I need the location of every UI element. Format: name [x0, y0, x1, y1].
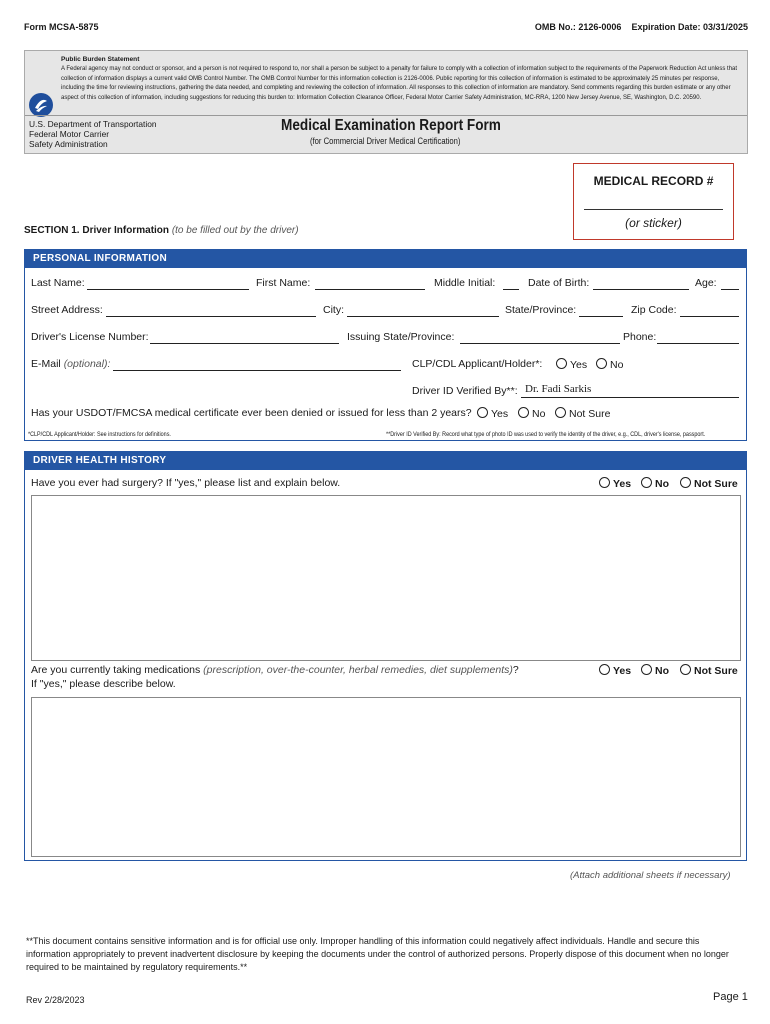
radio-icon[interactable]: [680, 664, 691, 675]
form-number: Form MCSA-5875: [24, 22, 99, 32]
medications-question: Are you currently taking medications (prescription, over-the-counter, herbal remedies, diet supplements)?: [31, 664, 519, 676]
age-label: Age:: [695, 277, 717, 289]
id-verified-value[interactable]: Dr. Fadi Sarkis: [525, 383, 592, 395]
surgery-yes-option[interactable]: Yes: [599, 477, 631, 490]
middle-initial-label: Middle Initial:: [434, 277, 496, 289]
street-field[interactable]: [106, 316, 316, 317]
personal-info-panel: [24, 249, 747, 441]
radio-icon[interactable]: [641, 477, 652, 488]
city-field[interactable]: [347, 316, 499, 317]
radio-icon[interactable]: [680, 477, 691, 488]
radio-icon[interactable]: [599, 664, 610, 675]
page-number: Page 1: [713, 991, 748, 1003]
id-verified-field[interactable]: [521, 397, 739, 398]
health-history-panel: [24, 451, 747, 861]
issuing-state-label: Issuing State/Province:: [347, 331, 455, 343]
agency-name: U.S. Department of Transportation Federal Motor Carrier Safety Administration: [29, 119, 157, 149]
dob-field[interactable]: [593, 289, 689, 290]
email-label: E-Mail (optional):: [31, 358, 111, 370]
health-history-title: DRIVER HEALTH HISTORY: [25, 452, 746, 470]
phone-field[interactable]: [657, 343, 739, 344]
surgery-not-sure-option[interactable]: Not Sure: [680, 477, 738, 490]
license-label: Driver's License Number:: [31, 331, 149, 343]
radio-icon[interactable]: [555, 407, 566, 418]
sensitive-notice: **This document contains sensitive information and is for official use only. Improper handling of this information could negatively affect individuals. Handle and secure this information appropriately to prevent inadvertent disclosure by keeping the documents under the control of authorized persons. Properly dispose of this document when no longer required to be maintained by regulatory requirements.**: [26, 936, 729, 972]
section1-label: SECTION 1. Driver Information: [24, 225, 170, 236]
radio-icon[interactable]: [518, 407, 529, 418]
phone-label: Phone:: [623, 331, 657, 343]
state-field[interactable]: [579, 316, 623, 317]
medications-yes-option[interactable]: Yes: [599, 664, 631, 677]
dot-logo-icon: [29, 93, 53, 117]
last-name-field[interactable]: [87, 289, 249, 290]
issuing-state-field[interactable]: [460, 343, 620, 344]
zip-field[interactable]: [680, 316, 739, 317]
expiration-date: Expiration Date: 03/31/2025: [631, 22, 748, 32]
radio-icon[interactable]: [641, 664, 652, 675]
burden-title: Public Burden Statement: [61, 56, 140, 63]
radio-icon[interactable]: [556, 358, 567, 369]
zip-label: Zip Code:: [631, 304, 677, 316]
license-field[interactable]: [150, 343, 339, 344]
revision-date: Rev 2/28/2023: [26, 995, 85, 1005]
sticker-note: (or sticker): [625, 216, 682, 230]
cert-yes-option[interactable]: Yes: [477, 407, 508, 420]
surgery-details-field[interactable]: [31, 495, 741, 661]
cert-not-sure-option[interactable]: Not Sure: [555, 407, 610, 420]
clp-cdl-no-option[interactable]: No: [596, 358, 623, 371]
last-name-label: Last Name:: [31, 277, 85, 289]
clp-cdl-label: CLP/CDL Applicant/Holder*:: [412, 358, 543, 370]
id-footnote: **Driver ID Verified By: Record what type of photo ID was used to verify the identity of the driver, e.g., CDL, driver's license, passport.: [386, 431, 706, 438]
omb-number: OMB No.: 2126-0006: [534, 22, 622, 32]
clp-footnote: *CLP/CDL Applicant/Holder: See instructions for definitions.: [28, 431, 171, 438]
medications-not-sure-option[interactable]: Not Sure: [680, 664, 738, 677]
medical-record-title: MEDICAL RECORD #: [593, 174, 714, 188]
form-subtitle: (for Commercial Driver Medical Certification): [310, 136, 461, 146]
clp-cdl-yes-option[interactable]: Yes: [556, 358, 587, 371]
age-field[interactable]: [721, 289, 739, 290]
surgery-no-option[interactable]: No: [641, 477, 669, 490]
cert-question: Has your USDOT/FMCSA medical certificate ever been denied or issued for less than 2 years?: [31, 407, 472, 419]
divider: [25, 115, 747, 116]
cert-no-option[interactable]: No: [518, 407, 545, 420]
section1-note: (to be filled out by the driver): [171, 225, 299, 236]
radio-icon[interactable]: [599, 477, 610, 488]
burden-statement-box: [24, 50, 748, 154]
first-name-field[interactable]: [315, 289, 425, 290]
street-label: Street Address:: [31, 304, 103, 316]
radio-icon[interactable]: [596, 358, 607, 369]
medical-record-input[interactable]: [584, 209, 723, 210]
burden-text: A Federal agency may not conduct or sponsor, and a person is not required to respond to, nor shall a person be subject to a penalty for failure to comply with a collection of information subject to the requirements of the Paperwork Reduction Act unless that collection of information displays a current valid OMB Control Number. The OMB Control Number for this information collection is 2126-0006. Public reporting for this collection of information is estimated to be approximately 25 minutes per response, including the time for reviewing instructions, gathering the data needed, and completing and reviewing the collection of information. All responses to this collection of information are mandatory. Send comments regarding this burden estimate or any other aspect of this collection of information, including suggestions for reducing this burden to: Information Collection Clearance Officer, Federal Motor Carrier Safety Administration, MC-RRA, 1200 New Jersey Avenue, SE, Washington, D.C. 20590.: [61, 65, 738, 102]
middle-initial-field[interactable]: [503, 289, 519, 290]
state-label: State/Province:: [505, 304, 577, 316]
personal-info-title: PERSONAL INFORMATION: [25, 250, 746, 268]
radio-icon[interactable]: [477, 407, 488, 418]
dob-label: Date of Birth:: [528, 277, 590, 289]
id-verified-label: Driver ID Verified By**:: [412, 385, 518, 397]
city-label: City:: [323, 304, 344, 316]
medications-question-2: If "yes," please describe below.: [31, 678, 176, 690]
first-name-label: First Name:: [256, 277, 311, 289]
attach-note: (Attach additional sheets if necessary): [570, 870, 731, 881]
omb-expiration: [535, 22, 748, 32]
surgery-question: Have you ever had surgery? If "yes," please list and explain below.: [31, 477, 341, 489]
email-field[interactable]: [113, 370, 401, 371]
medications-no-option[interactable]: No: [641, 664, 669, 677]
form-title: Medical Examination Report Form: [281, 117, 501, 134]
medications-details-field[interactable]: [31, 697, 741, 857]
section1-heading: [24, 225, 299, 236]
medical-record-box: [573, 163, 734, 240]
